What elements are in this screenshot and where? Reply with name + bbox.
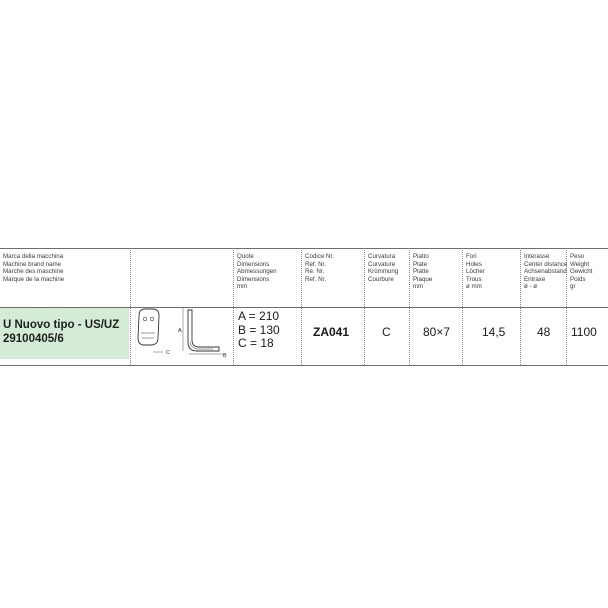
header-center-distance: Interasse Center distance Achsenabstand Entraxe ø - ø: [524, 253, 568, 291]
drawing-label-b: B: [223, 353, 227, 359]
dimensions-values: [238, 310, 280, 351]
brand-model: U Nuovo tipo - US/UZ: [3, 319, 120, 331]
dimension-c: C = 18: [238, 336, 274, 350]
table-bottom-rule: [0, 365, 608, 366]
header-brand: Marca della macchina Machine brand name Marche des maschine Marque de la machine: [3, 253, 65, 283]
drawing-label-a: A: [178, 328, 182, 334]
header-dimensions: Quote Dimensions Abmessungen Dimensions mm: [237, 253, 277, 291]
curvature-value: C: [382, 325, 391, 339]
table-top-rule: [0, 248, 608, 249]
header-code: Codice Nr. Ref. Nr. Re. Nr. Ref. Nr.: [305, 253, 334, 283]
column-divider: [233, 248, 234, 365]
dimension-a: A = 210: [238, 309, 280, 323]
blade-drawing: [133, 304, 233, 360]
product-table: [0, 248, 608, 366]
brand-part-number: 29100405/6: [3, 332, 64, 345]
holes-value: 14,5: [482, 325, 506, 339]
column-divider: [364, 248, 365, 365]
header-weight: Peso Weight Gewicht Poids gr: [570, 253, 593, 291]
column-divider: [130, 248, 131, 365]
center-distance-value: 48: [537, 325, 551, 339]
code-value: ZA041: [313, 325, 350, 339]
dimension-b: B = 130: [238, 322, 280, 337]
column-divider: [520, 248, 521, 365]
column-divider: [462, 248, 463, 365]
weight-value: 1100: [571, 325, 597, 339]
header-curvature: Curvatura Curvature Krümmung Courbure: [368, 253, 399, 283]
brand-name: [3, 319, 119, 346]
column-divider: [409, 248, 410, 365]
header-plate: Piatto Plate Platte Plaque mm: [413, 253, 433, 291]
column-divider: [301, 248, 302, 365]
header-holes: Fori Holes Löcher Trous ø mm: [466, 253, 485, 291]
drawing-label-c: C: [166, 350, 170, 356]
plate-value: 80×7: [423, 325, 451, 339]
brand-cell: [0, 308, 129, 359]
